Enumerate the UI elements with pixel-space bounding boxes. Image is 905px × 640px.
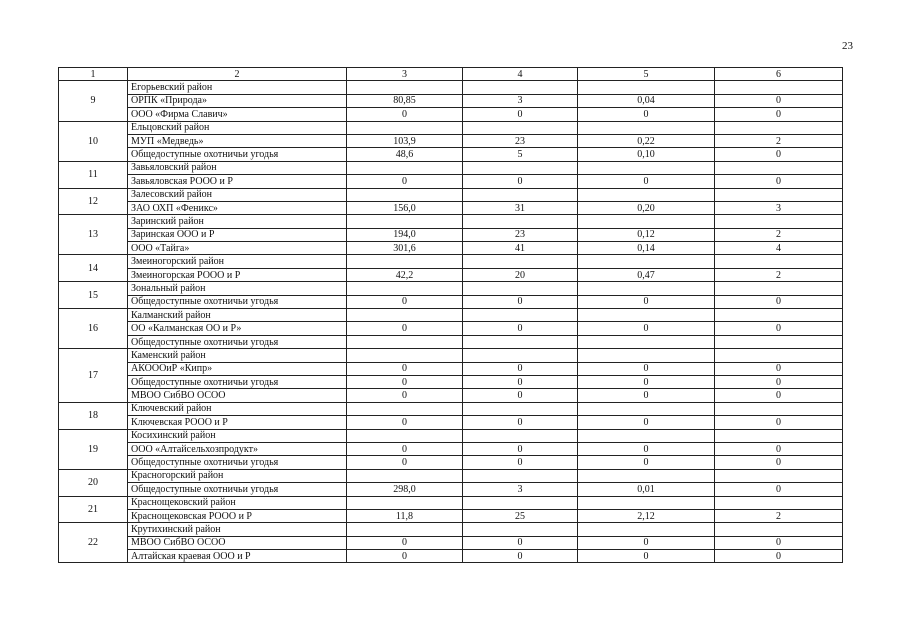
empty-cell — [463, 81, 578, 94]
empty-cell — [715, 282, 843, 295]
empty-cell — [347, 188, 463, 201]
value-cell-col4: 0 — [463, 322, 578, 335]
table-row — [59, 322, 843, 335]
empty-cell — [347, 255, 463, 268]
organization-name: АКОООиР «Кипр» — [128, 362, 347, 375]
empty-cell — [715, 523, 843, 536]
value-cell-col5: 0,10 — [578, 148, 715, 161]
value-cell-col3: 0 — [347, 295, 463, 308]
empty-cell — [463, 161, 578, 174]
value-cell-col3: 0 — [347, 322, 463, 335]
table-row — [59, 335, 843, 348]
value-cell-col4: 3 — [463, 94, 578, 107]
empty-cell — [578, 523, 715, 536]
table-row — [59, 94, 843, 107]
empty-cell — [578, 161, 715, 174]
header-cell-3: 3 — [347, 68, 463, 81]
empty-cell — [715, 469, 843, 482]
empty-cell — [463, 469, 578, 482]
empty-cell — [463, 496, 578, 509]
table-header-row — [59, 68, 843, 81]
empty-cell — [347, 81, 463, 94]
organization-name: ООО «Фирма Славич» — [128, 108, 347, 121]
table-row — [59, 416, 843, 429]
empty-cell — [347, 429, 463, 442]
district-row — [59, 523, 843, 536]
empty-cell — [347, 121, 463, 134]
header-cell-4: 4 — [463, 68, 578, 81]
organization-name: ООО «Тайга» — [128, 242, 347, 255]
district-name: Ключевский район — [128, 402, 347, 415]
district-name: Калманский район — [128, 309, 347, 322]
value-cell-col6 — [715, 335, 843, 348]
value-cell-col3: 80,85 — [347, 94, 463, 107]
value-cell-col4: 0 — [463, 108, 578, 121]
value-cell-col3: 103,9 — [347, 134, 463, 147]
district-row — [59, 188, 843, 201]
table-row — [59, 456, 843, 469]
value-cell-col3: 42,2 — [347, 268, 463, 281]
value-cell-col6: 0 — [715, 108, 843, 121]
table-row — [59, 362, 843, 375]
district-row — [59, 309, 843, 322]
table-row — [59, 509, 843, 522]
district-row — [59, 282, 843, 295]
empty-cell — [578, 188, 715, 201]
row-number: 13 — [59, 215, 128, 255]
row-number: 20 — [59, 469, 128, 496]
empty-cell — [463, 188, 578, 201]
value-cell-col4: 41 — [463, 242, 578, 255]
district-row — [59, 255, 843, 268]
value-cell-col4: 23 — [463, 228, 578, 241]
value-cell-col3: 11,8 — [347, 509, 463, 522]
row-number: 11 — [59, 161, 128, 188]
empty-cell — [463, 349, 578, 362]
value-cell-col4: 0 — [463, 550, 578, 563]
value-cell-col4: 23 — [463, 134, 578, 147]
empty-cell — [347, 215, 463, 228]
empty-cell — [578, 469, 715, 482]
value-cell-col6: 0 — [715, 389, 843, 402]
value-cell-col5: 0,47 — [578, 268, 715, 281]
value-cell-col3: 194,0 — [347, 228, 463, 241]
value-cell-col5: 0,01 — [578, 483, 715, 496]
row-number: 22 — [59, 523, 128, 563]
table-row — [59, 175, 843, 188]
value-cell-col3: 156,0 — [347, 201, 463, 214]
organization-name: Общедоступные охотничьи угодья — [128, 375, 347, 388]
organization-name: Ключевская РООО и Р — [128, 416, 347, 429]
empty-cell — [578, 121, 715, 134]
value-cell-col5: 0 — [578, 362, 715, 375]
empty-cell — [578, 282, 715, 295]
value-cell-col4: 0 — [463, 389, 578, 402]
value-cell-col4: 0 — [463, 362, 578, 375]
organization-name: Алтайская краевая ООО и Р — [128, 550, 347, 563]
value-cell-col3 — [347, 335, 463, 348]
value-cell-col4: 3 — [463, 483, 578, 496]
empty-cell — [463, 121, 578, 134]
header-cell-1: 1 — [59, 68, 128, 81]
table-row — [59, 375, 843, 388]
table-row — [59, 536, 843, 549]
value-cell-col6: 0 — [715, 322, 843, 335]
value-cell-col3: 0 — [347, 442, 463, 455]
table-row — [59, 148, 843, 161]
district-name: Каменский район — [128, 349, 347, 362]
empty-cell — [715, 215, 843, 228]
organization-name: Общедоступные охотничьи угодья — [128, 483, 347, 496]
district-name: Зональный район — [128, 282, 347, 295]
value-cell-col4: 5 — [463, 148, 578, 161]
organization-name: ООО «Алтайсельхозпродукт» — [128, 442, 347, 455]
value-cell-col6: 3 — [715, 201, 843, 214]
value-cell-col5: 0 — [578, 108, 715, 121]
value-cell-col6: 0 — [715, 550, 843, 563]
hunting-grounds-table — [58, 67, 843, 563]
value-cell-col6: 0 — [715, 536, 843, 549]
row-number: 16 — [59, 309, 128, 349]
district-name: Косихинский район — [128, 429, 347, 442]
value-cell-col4: 0 — [463, 295, 578, 308]
empty-cell — [578, 255, 715, 268]
empty-cell — [347, 282, 463, 295]
empty-cell — [463, 429, 578, 442]
empty-cell — [347, 161, 463, 174]
empty-cell — [463, 309, 578, 322]
district-name: Заринский район — [128, 215, 347, 228]
empty-cell — [715, 121, 843, 134]
district-row — [59, 402, 843, 415]
value-cell-col5: 0,14 — [578, 242, 715, 255]
organization-name: ОРПК «Природа» — [128, 94, 347, 107]
value-cell-col5: 0 — [578, 416, 715, 429]
value-cell-col5: 0 — [578, 536, 715, 549]
empty-cell — [715, 161, 843, 174]
value-cell-col6: 0 — [715, 148, 843, 161]
value-cell-col6: 2 — [715, 134, 843, 147]
district-row — [59, 215, 843, 228]
empty-cell — [578, 429, 715, 442]
value-cell-col5: 0 — [578, 375, 715, 388]
empty-cell — [715, 309, 843, 322]
row-number: 12 — [59, 188, 128, 215]
value-cell-col3: 0 — [347, 456, 463, 469]
value-cell-col5: 0 — [578, 389, 715, 402]
empty-cell — [715, 402, 843, 415]
value-cell-col3: 0 — [347, 536, 463, 549]
value-cell-col5: 0,04 — [578, 94, 715, 107]
value-cell-col5: 0 — [578, 295, 715, 308]
value-cell-col4: 0 — [463, 456, 578, 469]
empty-cell — [347, 469, 463, 482]
value-cell-col6: 0 — [715, 442, 843, 455]
organization-name: Общедоступные охотничьи угодья — [128, 456, 347, 469]
value-cell-col3: 0 — [347, 175, 463, 188]
table-body — [59, 68, 843, 563]
value-cell-col6: 0 — [715, 375, 843, 388]
header-cell-6: 6 — [715, 68, 843, 81]
district-name: Егорьевский район — [128, 81, 347, 94]
value-cell-col3: 0 — [347, 108, 463, 121]
district-row — [59, 469, 843, 482]
value-cell-col5: 2,12 — [578, 509, 715, 522]
value-cell-col3: 301,6 — [347, 242, 463, 255]
empty-cell — [715, 81, 843, 94]
organization-name: МВОО СибВО ОСОО — [128, 389, 347, 402]
value-cell-col4: 0 — [463, 536, 578, 549]
empty-cell — [347, 496, 463, 509]
table-row — [59, 295, 843, 308]
value-cell-col5: 0 — [578, 550, 715, 563]
organization-name: Змеиногорская РООО и Р — [128, 268, 347, 281]
table-row — [59, 550, 843, 563]
table-row — [59, 242, 843, 255]
table-row — [59, 201, 843, 214]
value-cell-col3: 0 — [347, 375, 463, 388]
value-cell-col6: 0 — [715, 456, 843, 469]
value-cell-col5: 0 — [578, 322, 715, 335]
district-name: Ельцовский район — [128, 121, 347, 134]
value-cell-col4: 0 — [463, 175, 578, 188]
value-cell-col5: 0 — [578, 175, 715, 188]
value-cell-col5: 0,22 — [578, 134, 715, 147]
value-cell-col4: 0 — [463, 416, 578, 429]
page-number: 23 — [842, 40, 853, 52]
organization-name: Завьяловская РООО и Р — [128, 175, 347, 188]
value-cell-col4: 0 — [463, 375, 578, 388]
organization-name: МУП «Медведь» — [128, 134, 347, 147]
value-cell-col4: 25 — [463, 509, 578, 522]
district-name: Завьяловский район — [128, 161, 347, 174]
table-row — [59, 442, 843, 455]
value-cell-col6: 2 — [715, 509, 843, 522]
empty-cell — [463, 402, 578, 415]
value-cell-col4: 0 — [463, 442, 578, 455]
district-name: Змеиногорский район — [128, 255, 347, 268]
empty-cell — [715, 496, 843, 509]
header-cell-5: 5 — [578, 68, 715, 81]
empty-cell — [715, 188, 843, 201]
header-cell-2: 2 — [128, 68, 347, 81]
organization-name: Заринская ООО и Р — [128, 228, 347, 241]
organization-name: ОО «Калманская ОО и Р» — [128, 322, 347, 335]
organization-name: Общедоступные охотничьи угодья — [128, 148, 347, 161]
district-row — [59, 496, 843, 509]
value-cell-col6: 2 — [715, 268, 843, 281]
district-row — [59, 161, 843, 174]
empty-cell — [463, 523, 578, 536]
value-cell-col6: 2 — [715, 228, 843, 241]
value-cell-col3: 0 — [347, 362, 463, 375]
organization-name: Краснощековская РООО и Р — [128, 509, 347, 522]
empty-cell — [463, 215, 578, 228]
value-cell-col5: 0 — [578, 442, 715, 455]
value-cell-col3: 0 — [347, 550, 463, 563]
value-cell-col5: 0 — [578, 456, 715, 469]
district-name: Крутихинский район — [128, 523, 347, 536]
row-number: 15 — [59, 282, 128, 309]
value-cell-col5 — [578, 335, 715, 348]
table-row — [59, 228, 843, 241]
organization-name: МВОО СибВО ОСОО — [128, 536, 347, 549]
value-cell-col6: 0 — [715, 175, 843, 188]
empty-cell — [578, 402, 715, 415]
empty-cell — [578, 309, 715, 322]
empty-cell — [578, 215, 715, 228]
table-row — [59, 483, 843, 496]
row-number: 21 — [59, 496, 128, 523]
row-number: 19 — [59, 429, 128, 469]
value-cell-col6: 0 — [715, 416, 843, 429]
row-number: 10 — [59, 121, 128, 161]
empty-cell — [715, 429, 843, 442]
table-row — [59, 108, 843, 121]
value-cell-col5: 0,20 — [578, 201, 715, 214]
row-number: 18 — [59, 402, 128, 429]
table-row — [59, 389, 843, 402]
table-row — [59, 268, 843, 281]
empty-cell — [578, 496, 715, 509]
value-cell-col6: 4 — [715, 242, 843, 255]
district-row — [59, 349, 843, 362]
district-name: Красногорский район — [128, 469, 347, 482]
organization-name: ЗАО ОХП «Феникс» — [128, 201, 347, 214]
empty-cell — [578, 349, 715, 362]
value-cell-col3: 298,0 — [347, 483, 463, 496]
district-name: Краснощековский район — [128, 496, 347, 509]
value-cell-col4 — [463, 335, 578, 348]
empty-cell — [347, 402, 463, 415]
value-cell-col3: 48,6 — [347, 148, 463, 161]
value-cell-col5: 0,12 — [578, 228, 715, 241]
district-row — [59, 121, 843, 134]
empty-cell — [347, 349, 463, 362]
table-row — [59, 134, 843, 147]
value-cell-col6: 0 — [715, 483, 843, 496]
empty-cell — [463, 282, 578, 295]
empty-cell — [578, 81, 715, 94]
value-cell-col3: 0 — [347, 389, 463, 402]
organization-name: Общедоступные охотничьи угодья — [128, 335, 347, 348]
organization-name: Общедоступные охотничьи угодья — [128, 295, 347, 308]
empty-cell — [715, 255, 843, 268]
row-number: 17 — [59, 349, 128, 403]
value-cell-col6: 0 — [715, 295, 843, 308]
row-number: 14 — [59, 255, 128, 282]
value-cell-col4: 20 — [463, 268, 578, 281]
district-name: Залесовский район — [128, 188, 347, 201]
row-number: 9 — [59, 81, 128, 121]
empty-cell — [463, 255, 578, 268]
district-row — [59, 429, 843, 442]
district-row — [59, 81, 843, 94]
empty-cell — [347, 309, 463, 322]
value-cell-col6: 0 — [715, 94, 843, 107]
empty-cell — [347, 523, 463, 536]
value-cell-col6: 0 — [715, 362, 843, 375]
value-cell-col3: 0 — [347, 416, 463, 429]
value-cell-col4: 31 — [463, 201, 578, 214]
empty-cell — [715, 349, 843, 362]
